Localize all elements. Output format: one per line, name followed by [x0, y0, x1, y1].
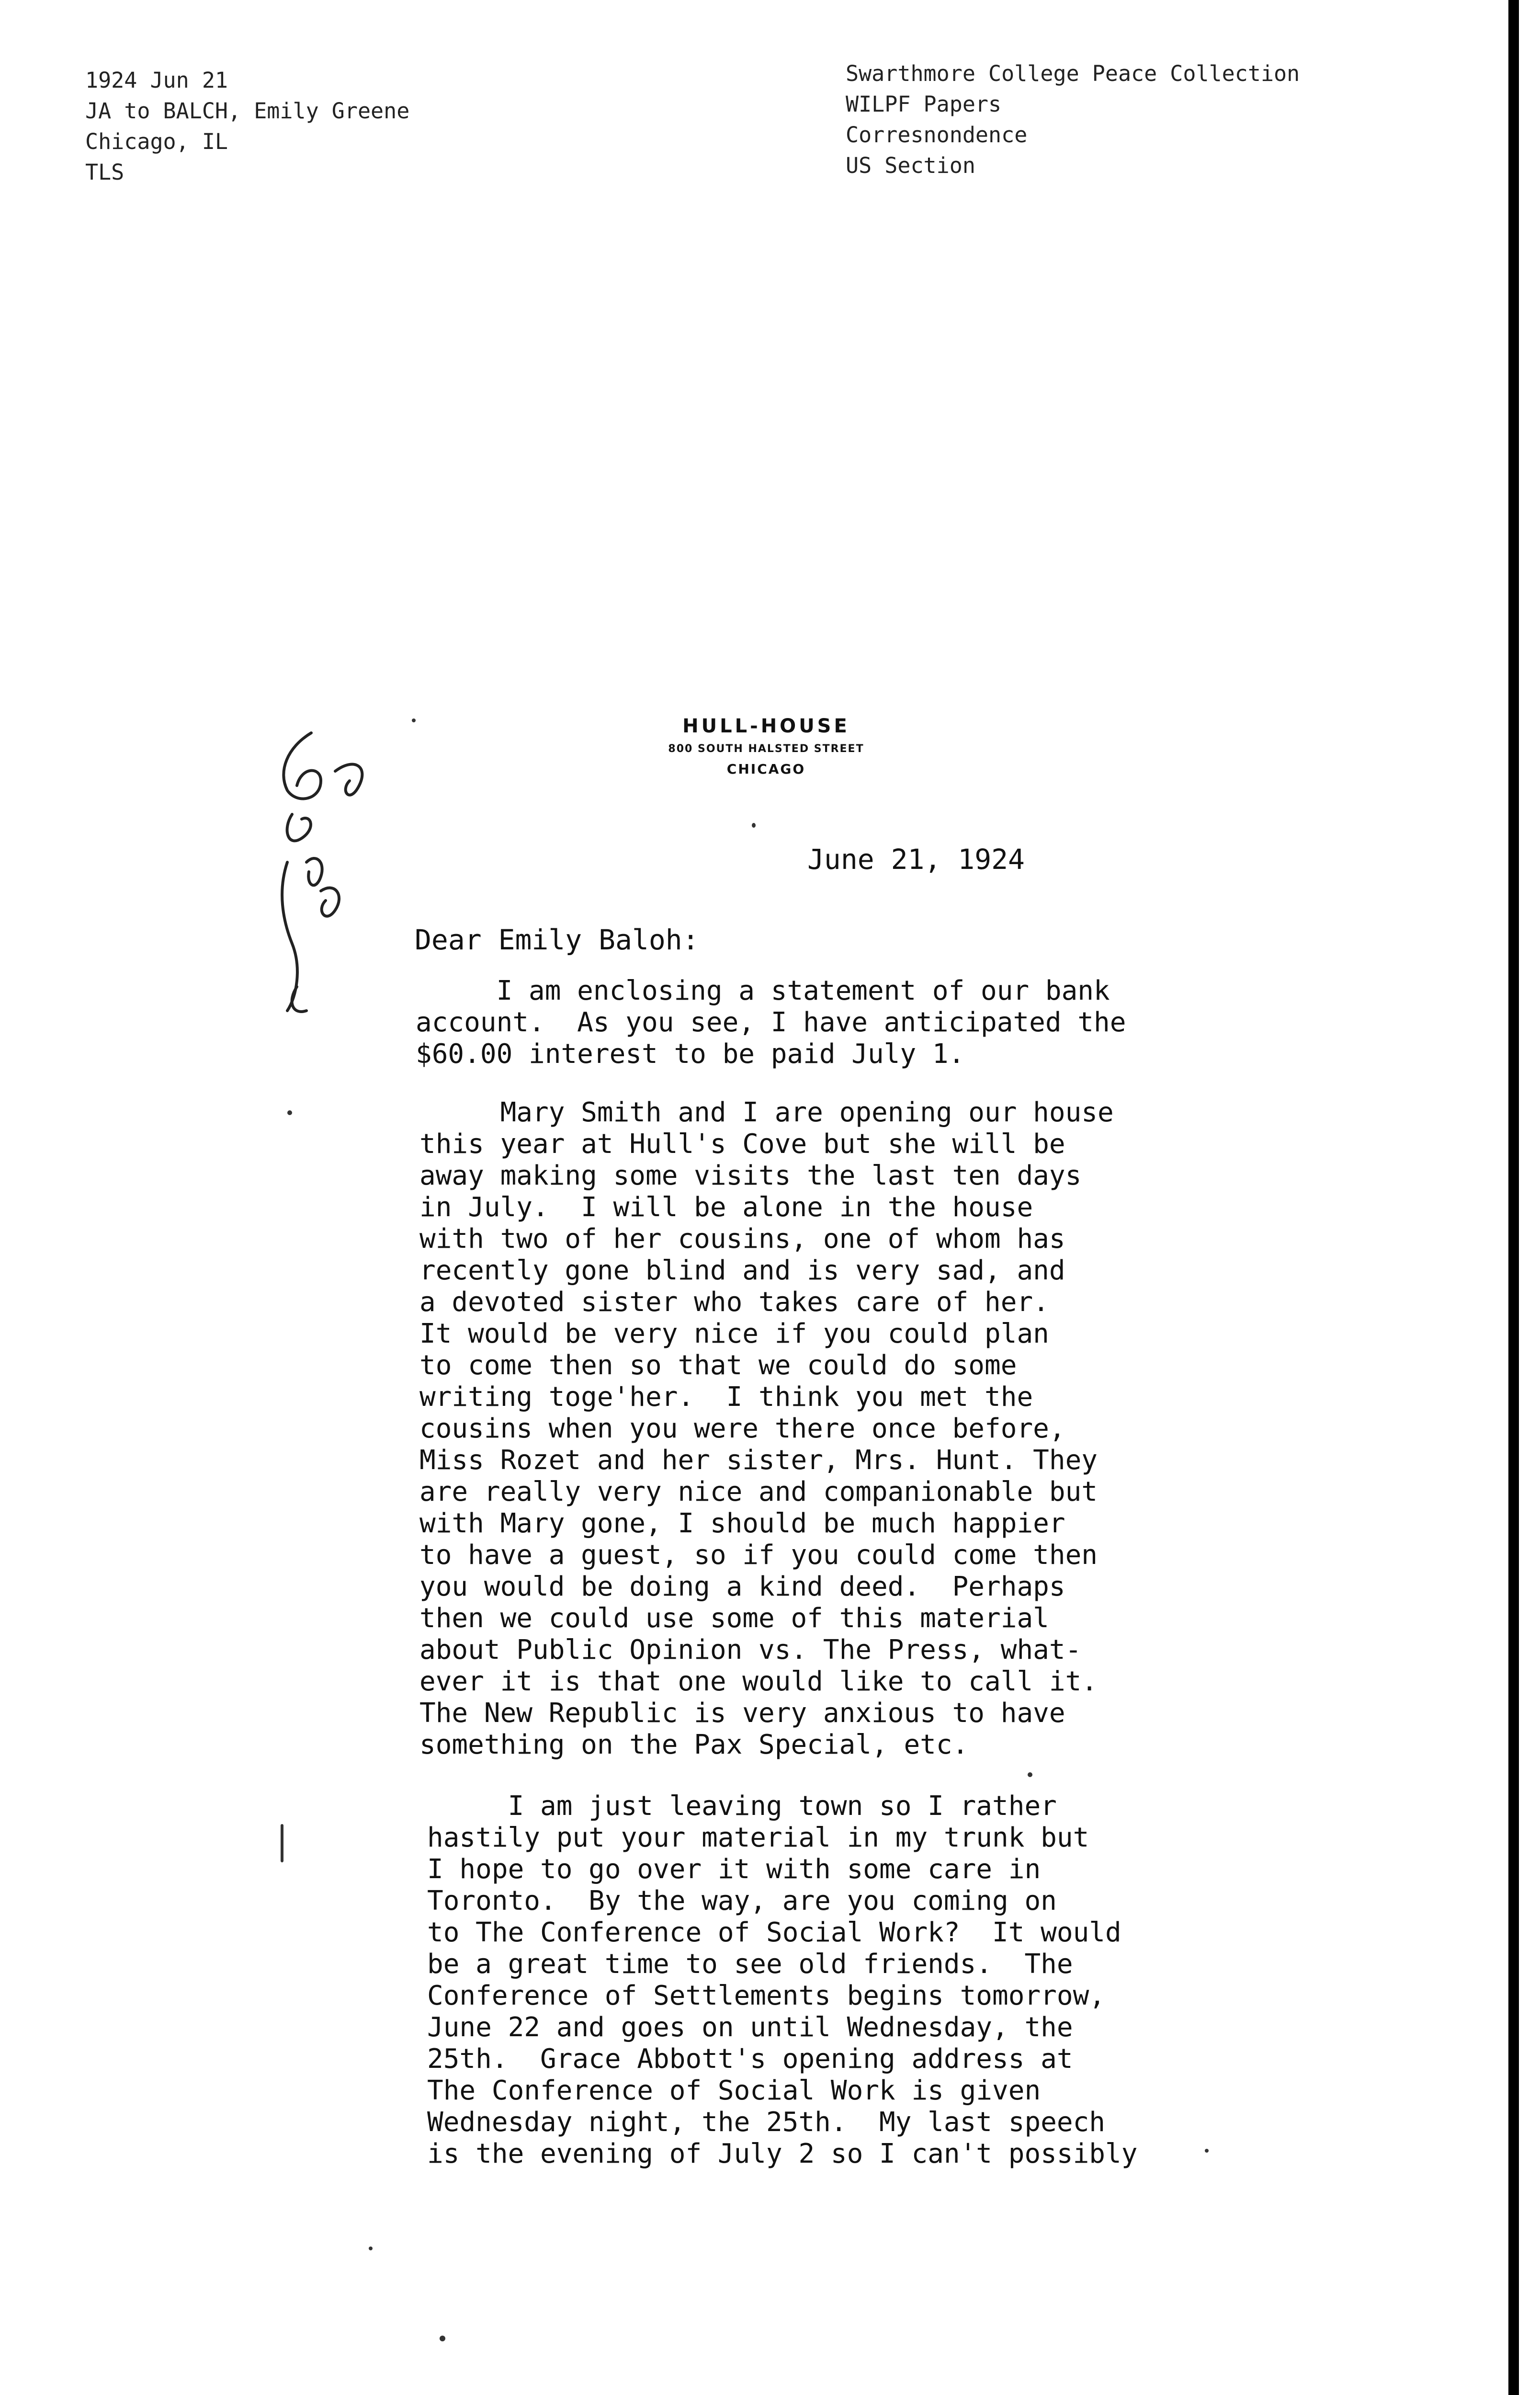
letter-salutation: Dear Emily Baloh: — [415, 924, 699, 956]
text-line: away making some visits the last ten days — [419, 1160, 1082, 1191]
scan-speck — [440, 2336, 445, 2341]
text-line: The New Republic is very anxious to have — [419, 1698, 1065, 1729]
text-line: writing toge'her. I think you met the — [419, 1381, 1033, 1413]
text-line: recently gone blind and is very sad, and — [419, 1255, 1065, 1286]
archive-citation-left — [85, 65, 409, 188]
text-line: something on the Pax Special, etc. — [419, 1729, 969, 1760]
text-line: then we could use some of this material — [419, 1603, 1049, 1634]
text-line: hastily put your material in my trunk but — [427, 1822, 1089, 1853]
text-line: Conference of Settlements begins tomorrow, — [427, 1980, 1106, 2011]
scan-border-right — [1508, 0, 1519, 2395]
letterhead-street: 800 SOUTH HALSTED STREET — [668, 743, 864, 755]
text-line: Toronto. By the way, are you coming on — [427, 1885, 1057, 1916]
archive-citation-right — [846, 58, 1300, 181]
citation-place: Chicago, IL — [85, 129, 228, 154]
text-line: account. As you see, I have anticipated the — [416, 1007, 1126, 1038]
citation-type: TLS — [85, 160, 125, 185]
text-line: with Mary gone, I should be much happier — [419, 1508, 1065, 1539]
letter-paragraph — [419, 1097, 1114, 1761]
letterhead-city: CHICAGO — [726, 761, 806, 777]
text-line: Wednesday night, the 25th. My last speech — [427, 2107, 1106, 2138]
scan-speck — [1205, 2149, 1209, 2153]
citation-section: US Section — [846, 153, 975, 178]
text-line: to The Conference of Social Work? It would — [427, 1917, 1121, 1948]
handwritten-annotation — [268, 718, 412, 1025]
scan-speck — [412, 718, 416, 722]
text-line: 25th. Grace Abbott's opening address at — [427, 2043, 1073, 2075]
text-line: to have a guest, so if you could come then — [419, 1540, 1098, 1571]
text-line: a devoted sister who takes care of her. — [419, 1287, 1049, 1318]
citation-correspondents: JA to BALCH, Emily Greene — [85, 98, 410, 124]
text-line: I hope to go over it with some care in — [427, 1854, 1041, 1885]
text-line: cousins when you were there once before, — [419, 1413, 1065, 1444]
scan-speck — [752, 823, 756, 828]
text-line: Miss Rozet and her sister, Mrs. Hunt. They — [419, 1445, 1098, 1476]
citation-papers: WILPF Papers — [846, 91, 1002, 117]
text-line: Mary Smith and I are opening our house — [419, 1097, 1114, 1128]
text-line: $60.00 interest to be paid July 1. — [416, 1038, 965, 1070]
scan-speck — [287, 1110, 292, 1115]
text-line: you would be doing a kind deed. Perhaps — [419, 1571, 1065, 1602]
letter-date: June 21, 1924 — [807, 843, 1025, 876]
letter-paragraph — [416, 975, 1126, 1070]
letterhead — [632, 713, 900, 780]
text-line: to come then so that we could do some — [419, 1350, 1017, 1381]
text-line: in July. I will be alone in the house — [419, 1192, 1033, 1223]
text-line: It would be very nice if you could plan — [419, 1318, 1049, 1349]
text-line: this year at Hull's Cove but she will be — [419, 1129, 1065, 1160]
text-line: June 22 and goes on until Wednesday, the — [427, 2012, 1073, 2043]
text-line: about Public Opinion vs. The Press, what- — [419, 1634, 1082, 1665]
text-line: are really very nice and companionable but — [419, 1476, 1098, 1507]
text-line: I am just leaving town so I rather — [427, 1791, 1057, 1822]
citation-series: Corresnondence — [846, 122, 1028, 148]
text-line: is the evening of July 2 so I can't possibly — [427, 2138, 1138, 2169]
scan-speck — [369, 2247, 373, 2250]
scan-speck — [1028, 1772, 1032, 1777]
scan-speck — [281, 1824, 283, 1862]
citation-date: 1924 Jun 21 — [85, 68, 228, 93]
text-line: be a great time to see old friends. The — [427, 1949, 1073, 1980]
text-line: I am enclosing a statement of our bank — [416, 975, 1110, 1006]
letter-paragraph — [427, 1791, 1137, 2170]
text-line: with two of her cousins, one of whom has — [419, 1223, 1065, 1255]
text-line: ever it is that one would like to call it. — [419, 1666, 1098, 1697]
text-line: The Conference of Social Work is given — [427, 2075, 1041, 2106]
citation-collection: Swarthmore College Peace Collection — [846, 61, 1300, 86]
letterhead-name: HULL-HOUSE — [682, 715, 850, 737]
